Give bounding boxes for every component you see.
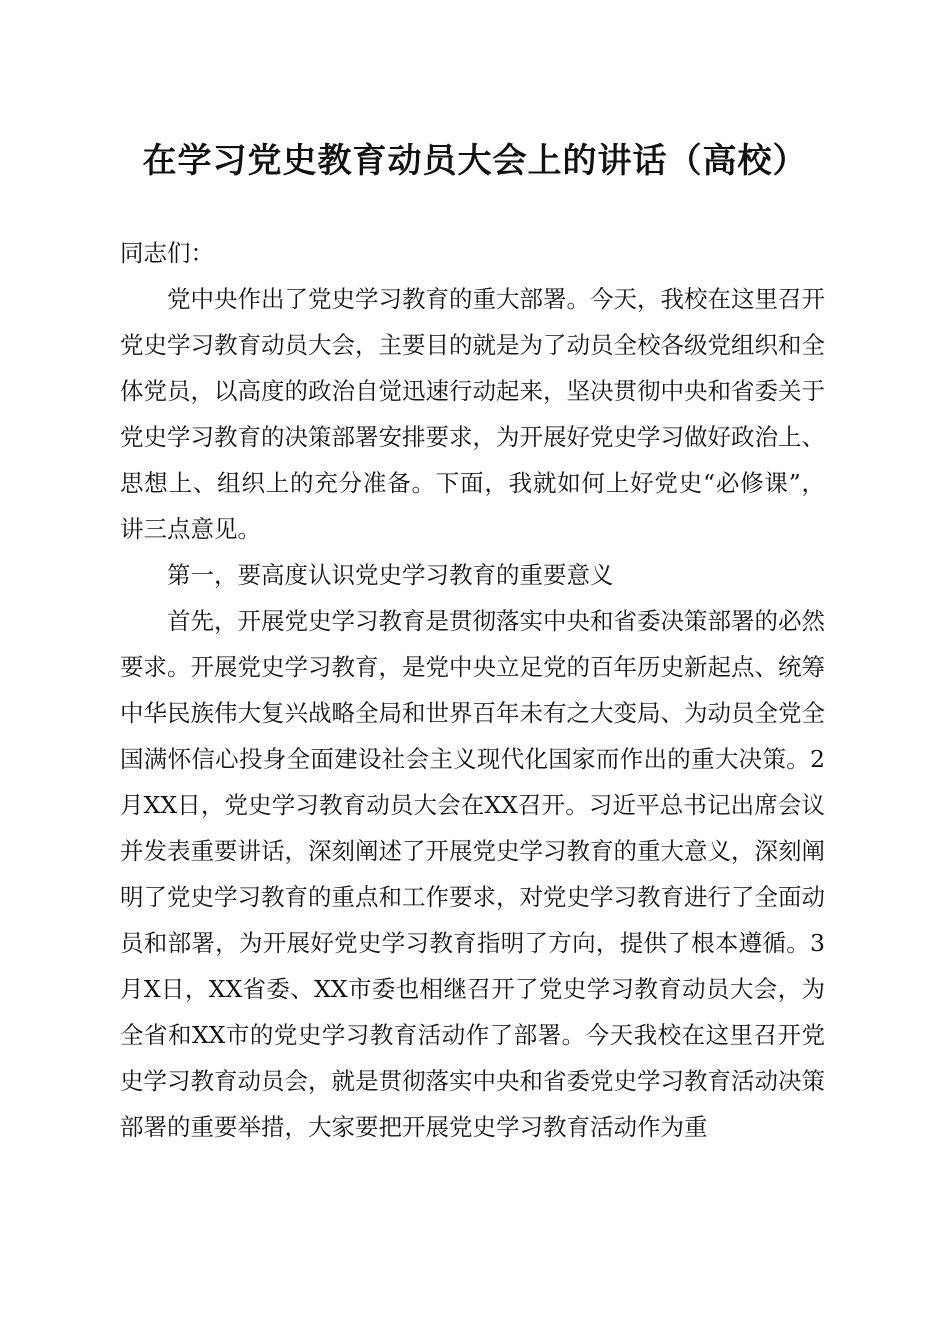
- document-title: 在学习党史教育动员大会上的讲话（高校）: [142, 141, 808, 181]
- paragraph-intro: 党中央作出了党史学习教育的重大部署。今天，我校在这里召开党史学习教育动员大会，主要目的就是为了动员全校各级党组织和全体党员，以高度的政治自觉迅速行动起来，坚决贯彻中央和省委关于党史学习教育的决策部署安排要求，为开展好党史学习做好政治上、思想上、组织上的充分准备。下面，我就如何上好党史“必修课”，讲三点意见。: [120, 285, 825, 543]
- salutation: 同志们：: [120, 239, 214, 267]
- paragraph-section-1: 首先，开展党史学习教育是贯彻落实中央和省委决策部署的必然要求。开展党史学习教育，是党中央立足党的百年历史新起点、统筹中华民族伟大复兴战略全局和世界百年未有之大变局、为动员全党全国满怀信心投身全面建设社会主义现代化国家而作出的重大决策。2月XX日，党史学习教育动员大会在XX召开。习近平总书记出席会议并发表重要讲话，深刻阐述了开展党史学习教育的重大意义，深刻阐明了党史学习教育的重点和工作要求，对党史学习教育进行了全面动员和部署，为开展好党史学习教育指明了方向，提供了根本遵循。3月X日，XX省委、XX市委也相继召开了党史学习教育动员大会，为全省和XX市的党史学习教育活动作了部署。今天我校在这里召开党史学习教育动员会，就是贯彻落实中央和省委党史学习教育活动决策部署的重要举措，大家要把开展党史学习教育活动作为重: [120, 607, 825, 1141]
- section-heading: 第一，要高度认识党史学习教育的重要意义: [167, 561, 614, 589]
- document-body: [120, 230, 825, 1150]
